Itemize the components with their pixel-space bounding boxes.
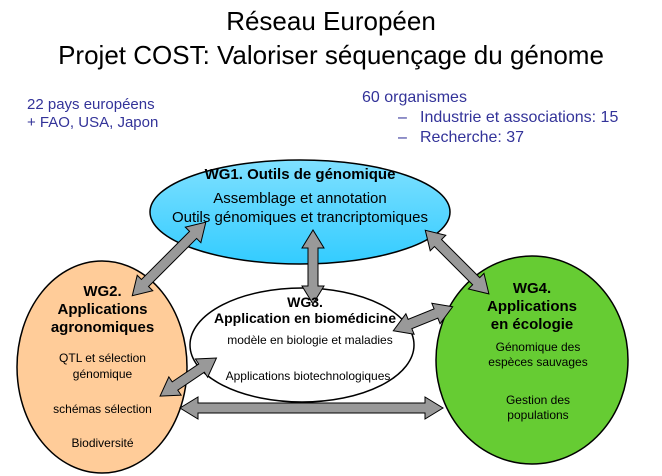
organisms-item-industry: Industrie et associations: 15 xyxy=(420,109,619,126)
wg3-line-1: modèle en biologie et maladies xyxy=(227,333,393,347)
bullet-dash: – xyxy=(398,129,407,146)
organisms-item-research: Recherche: 37 xyxy=(420,129,525,146)
wg2-item-1a: QTL et sélection xyxy=(59,351,146,365)
wg1-line-1: Assemblage et annotation xyxy=(213,190,387,207)
bullet-dash: – xyxy=(398,109,407,126)
wg4-title-1: WG4. xyxy=(512,280,552,297)
wg3-title xyxy=(200,294,410,326)
wg2-title-1: WG2. xyxy=(83,283,122,300)
organisms-heading: 60 organismes xyxy=(362,89,467,106)
wg3-line-2: Applications biotechnologiques xyxy=(225,369,391,383)
wg4-title xyxy=(444,280,620,334)
wg4-item-1b: espèces sauvages xyxy=(488,355,588,369)
wg4-item-genomics xyxy=(450,340,626,370)
wg1-title: WG1. Outils de génomique xyxy=(204,166,396,183)
wg4-title-3: en écologie xyxy=(490,316,574,333)
wg2-title-2: Applications xyxy=(57,301,148,318)
wg2-item-schemas: schémas sélection xyxy=(53,402,152,416)
wg4-title-2: Applications xyxy=(486,298,577,315)
wg2-item-qtl xyxy=(20,350,185,382)
title-line-2: Projet COST: Valoriser séquençage du génome xyxy=(58,40,604,70)
countries-line-2: + FAO, USA, Japon xyxy=(27,114,159,131)
wg3-title-1: WG3. xyxy=(287,294,323,310)
wg4-item-management xyxy=(450,393,626,423)
wg1-line-2: Outils génomiques et trancriptomiques xyxy=(172,209,428,226)
title-line-1: Réseau Européen xyxy=(226,6,436,36)
wg2-title-3: agronomiques xyxy=(50,319,155,336)
wg3-title-2: Application en biomédicine xyxy=(213,310,397,326)
wg2-title xyxy=(20,283,185,337)
countries-line-1: 22 pays européens xyxy=(27,96,155,113)
wg2-item-1b: génomique xyxy=(72,367,133,381)
wg4-item-1a: Génomique des xyxy=(495,340,581,354)
wg4-item-2a: Gestion des xyxy=(505,393,571,407)
wg4-item-2b: populations xyxy=(507,408,569,422)
wg2-item-biodiversity: Biodiversité xyxy=(71,436,134,450)
